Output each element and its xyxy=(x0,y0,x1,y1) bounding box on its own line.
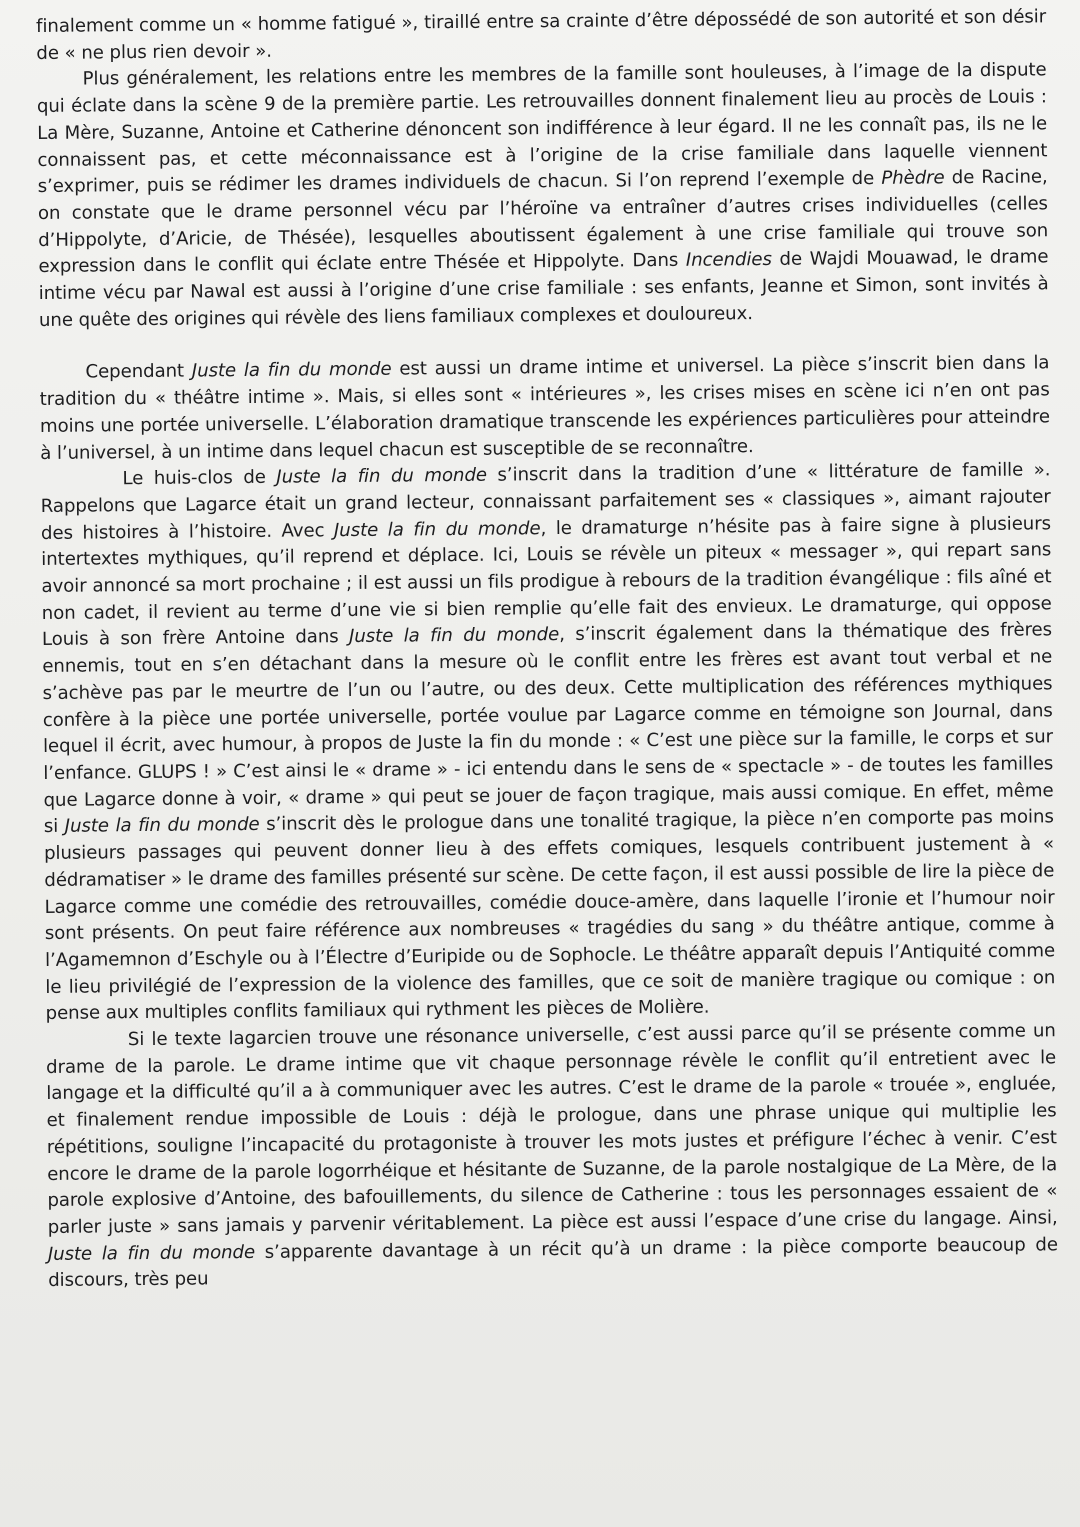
text-segment: , s’inscrit également dans la thématique des frères ennemis, tout en s’en détachant dans la mesure où le conflit entre les frères est avant tout verbal et ne s’achève pas par le meurtre de l’un ou l’autre, ou des deux. Cette multiplication des références mythiques confère à la pièce une portée universelle, portée voulue par Lagarce comme en témoigne son Journal, dans lequel il écrit, avec humour, à propos de Juste la fin du monde : « C’est une pièce sur la famille, le corps et sur l’enfance. GLUPS ! » C’est ainsi le « drame » - ici entendu dans le sens de « spectacle » - de toutes les familles que Lagarce donne à voir, « drame » qui peut se jouer de façon tragique, mais aussi comique. En effet, même si xyxy=(42,619,1054,838)
text-segment: Plus généralement, les relations entre les membres de la famille sont houleuses, à l’image de la dispute qui éclate dans la scène 9 de la première partie. Les retrouvailles donnent finalement lieu au procès de Louis : La Mère, Suzanne, Antoine et Catherine dénoncent son indifférence à leur égard. Il ne les connaît pas, ils ne le connaissent pas, et cette méconnaissance est à l’origine de la crise familiale dans laquelle viennent s’exprimer, puis se rédimer les drames individuels de chacun. Si l’on reprend l’exemple de xyxy=(36,59,1048,198)
text-segment: s’inscrit dans la tradition d’une « littérature de famille ». Rappelons que Lagarce était un grand lecteur, connaissant parfaitement ses « classiques », aimant rajouter des histoires à l’histoire. Avec xyxy=(40,459,1051,544)
text-segment: est aussi un drame intime et universel. La pièce s’inscrit bien dans la tradition du « théâtre intime ». Mais, si elles sont « intérieures », les crises mises en scène ici n’en ont pas moins une portée universelle. L’élaboration dramatique transcende les expériences particulières pour atteindre à l’universel, à un intime dans lequel chacun est susceptible de se reconnaître. xyxy=(39,352,1051,464)
title-juste-la-fin-du-monde: Juste la fin du monde xyxy=(64,814,260,838)
paragraph-intimate-universal xyxy=(39,351,1050,468)
paragraph-family-relations xyxy=(37,58,1050,335)
paragraph-drame-de-la-parole xyxy=(46,1018,1059,1295)
title-incendies: Incendies xyxy=(685,249,772,272)
text-segment: Cependant xyxy=(85,360,192,383)
title-juste-la-fin-du-monde: Juste la fin du monde xyxy=(276,464,488,488)
title-phedre: Phèdre xyxy=(881,167,945,190)
title-juste-la-fin-du-monde: Juste la fin du monde xyxy=(191,359,392,382)
paragraph-continuation xyxy=(36,4,1046,67)
text-segment: de Wajdi Mouawad, le drame intime vécu par Nawal est aussi à l’origine d’une crise familiale : ses enfants, Jeanne et Simon, sont invités à une quête des origines qui révèle des liens familiaux complexes et douloureux. xyxy=(38,246,1049,331)
text-segment: de Racine, on constate que le drame personnel vécu par l’héroïne va entraîner d’autres crises individuelles (celles d’Hippolyte, d’Aricie, de Thésée), lesquelles aboutissent également à une crise familiale qui trouve son expression dans le conflit qui éclate entre Thésée et Hippolyte. Dans xyxy=(37,166,1049,278)
paragraph-huis-clos xyxy=(40,458,1055,1028)
text-segment: Si le texte lagarcien trouve une résonance universelle, c’est aussi parce qu’il se présente comme un drame de la parole. Le drame intime que vit chaque personnage révèle le conflit qu’il entretient avec le langage et la difficulté qu’il a à communiquer avec les autres. C’est le drame de la parole « trouée », engluée, et finalement rendue impossible de Louis : déjà le prologue, dans une phrase unique qui multiplie les répétitions, souligne l’incapacité du protagoniste à trouver les mots justes et préfigure l’échec à venir. C’est encore le drame de la parole logorrhéique et hésitante de Suzanne, de la parole nostalgique de La Mère, de la parole explosive d’Antoine, des bafouillements, du silence de Catherine : tous les personnages essaient de « parler juste » sans jamais y parvenir véritablement. La pièce est aussi l’espace d’une crise du langage. Ainsi, xyxy=(46,1020,1058,1238)
text-segment: , le dramaturge n’hésite pas à faire signe à plusieurs intertextes mythiques, qu’il reprend et déplace. Ici, Louis se révèle un piteux « messager », qui repart sans avoir annoncé sa mort prochaine ; il est aussi un fils prodigue à rebours de la tradition évangélique : fils aîné et non cadet, il revient au terme d’une vie si bien remplie qu’elle fait des envieux. Le dramaturge, qui oppose Louis à son frère Antoine dans xyxy=(41,512,1052,651)
document-body xyxy=(36,4,1058,1295)
text-segment: s’apparente davantage à un récit qu’à un drame : la pièce comporte beaucoup de discours, très peu xyxy=(48,1233,1058,1292)
text-segment: s’inscrit dès le prologue dans une tonalité tragique, la pièce n’en comporte pas moins plusieurs passages qui peuvent donner lieu à des effets comiques, lesquels contribuent justement à « dédramatiser » le drame des familles présenté sur scène. De cette façon, il est aussi possible de lire la pièce de Lagarce comme une comédie des retrouvailles, comédie douce-amère, dans laquelle l’ironie et l’humour noir sont présents. On peut faire référence aux nombreuses « tragédies du sang » du théâtre antique, comme à l’Agamemnon d’Eschyle ou à l’Électre d’Euripide ou de Sophocle. Le théâtre apparaît depuis l’Antiquité comme le lieu privilégié de l’expression de la violence des familles, que ce soit de manière tragique ou comique : on pense aux multiples conflits familiaux qui rythment les pièces de Molière. xyxy=(43,806,1056,1025)
title-juste-la-fin-du-monde: Juste la fin du monde xyxy=(47,1241,256,1265)
text-segment: finalement comme un « homme fatigué », tiraillé entre sa crainte d’être dépossédé de son autorité et son désir de « ne plus rien devoir ». xyxy=(36,6,1047,64)
title-juste-la-fin-du-monde: Juste la fin du monde xyxy=(348,624,560,648)
text-segment: Le huis-clos de xyxy=(122,466,277,490)
title-juste-la-fin-du-monde: Juste la fin du monde xyxy=(333,517,541,541)
